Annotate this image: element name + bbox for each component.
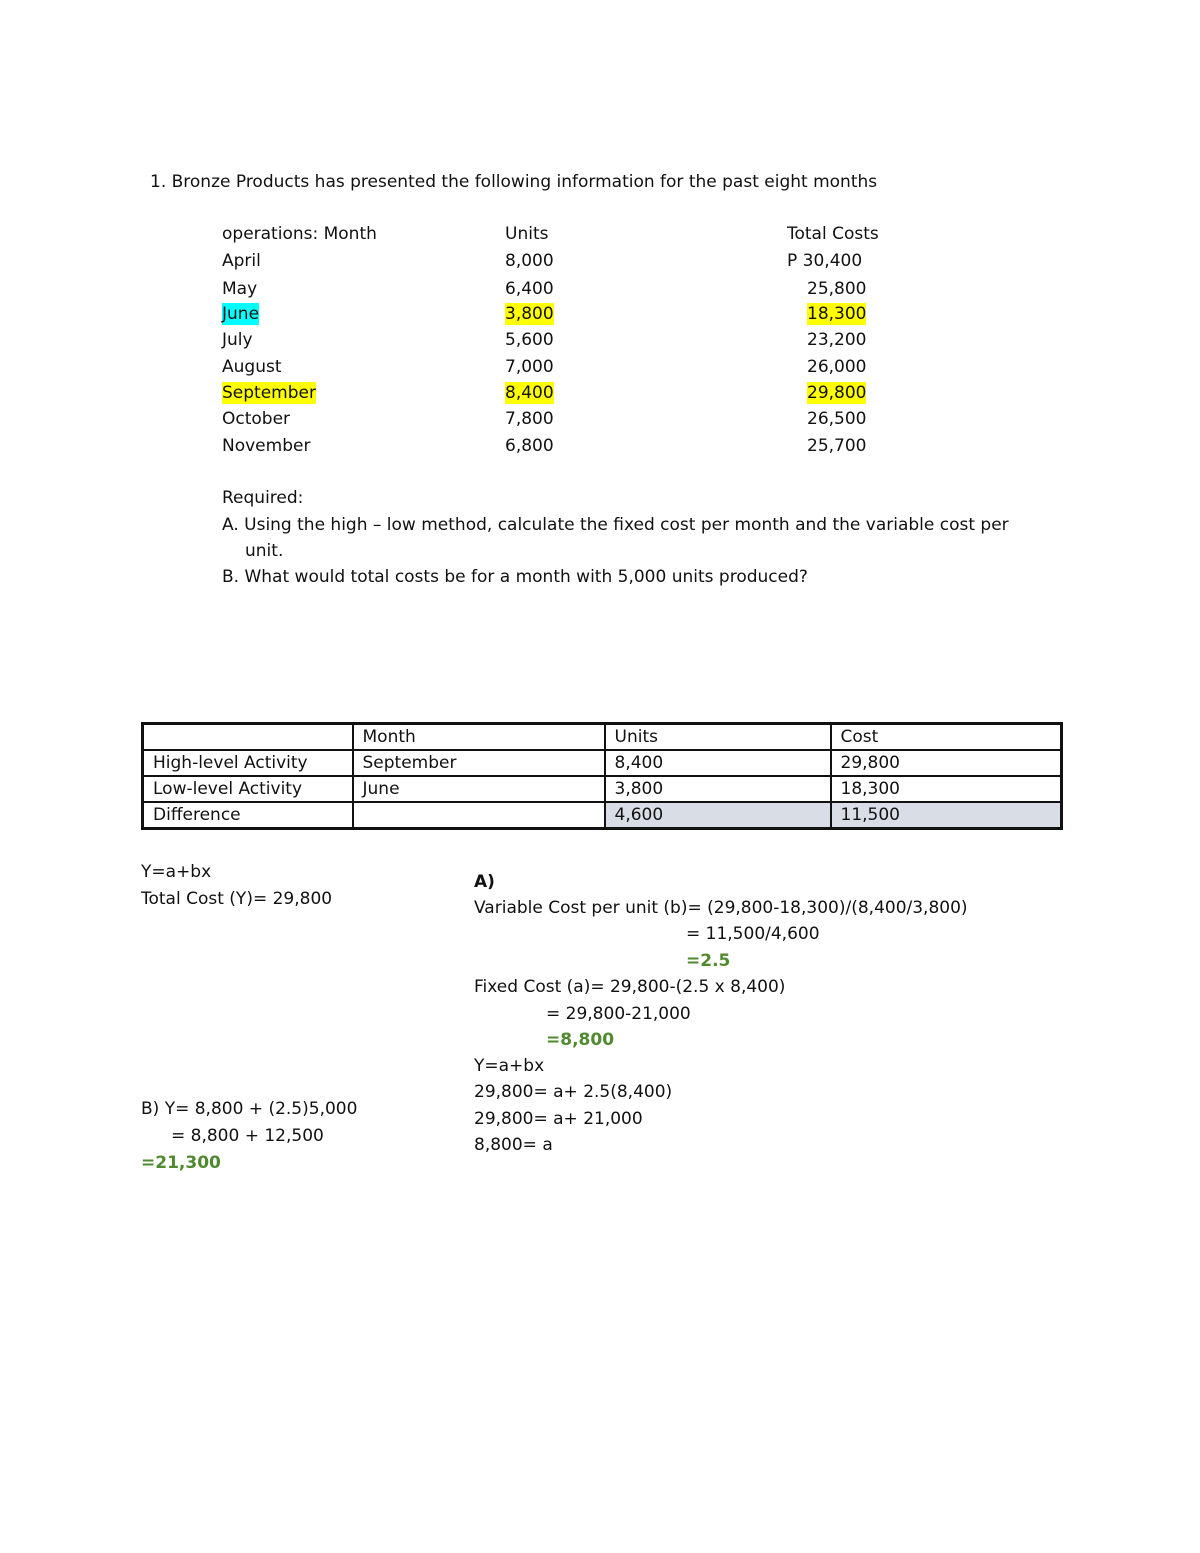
table-cell: September	[353, 750, 605, 776]
answer-a-label: A)	[474, 872, 495, 892]
table-cell-difference-units: 4,600	[605, 802, 831, 829]
formula-left: Y=a+bx	[141, 862, 212, 882]
table-row	[143, 776, 1062, 802]
units-october: 7,800	[505, 409, 554, 429]
header-total-costs: Total Costs	[787, 224, 879, 244]
table-cell: 8,400	[605, 750, 831, 776]
units-july: 5,600	[505, 330, 554, 350]
month-april: April	[222, 251, 261, 271]
variable-cost-line1: Variable Cost per unit (b)= (29,800-18,300)/(8,400/3,800)	[474, 898, 968, 918]
cost-may: 25,800	[807, 279, 867, 299]
check-line3: 8,800= a	[474, 1135, 553, 1155]
required-label: Required:	[222, 488, 304, 508]
units-august: 7,000	[505, 357, 554, 377]
fixed-cost-line2: = 29,800-21,000	[546, 1004, 691, 1024]
table-cell: June	[353, 776, 605, 802]
month-september: September	[222, 383, 316, 403]
table-row	[143, 750, 1062, 776]
units-november: 6,800	[505, 436, 554, 456]
check-line2: 29,800= a+ 21,000	[474, 1109, 643, 1129]
requirement-b: B. What would total costs be for a month with 5,000 units produced?	[222, 567, 808, 587]
variable-cost-answer: =2.5	[686, 951, 731, 971]
table-row	[143, 802, 1062, 829]
cost-august: 26,000	[807, 357, 867, 377]
header-month: operations: Month	[222, 224, 377, 244]
table-cell: Low-level Activity	[143, 776, 353, 802]
cost-june: 18,300	[807, 304, 867, 324]
table-cell	[353, 802, 605, 829]
check-formula: Y=a+bx	[474, 1056, 545, 1076]
answer-b-line1: B) Y= 8,800 + (2.5)5,000	[141, 1099, 358, 1119]
answer-b-line2: = 8,800 + 12,500	[171, 1126, 324, 1146]
cost-september: 29,800	[807, 383, 867, 403]
answer-b-result: =21,300	[141, 1153, 221, 1173]
table-cell-difference-cost: 11,500	[831, 802, 1062, 829]
fixed-cost-line1: Fixed Cost (a)= 29,800-(2.5 x 8,400)	[474, 977, 786, 997]
requirement-a-line2: unit.	[245, 541, 284, 561]
table-cell: 18,300	[831, 776, 1062, 802]
units-june: 3,800	[505, 304, 554, 324]
header-units: Units	[505, 224, 549, 244]
cost-october: 26,500	[807, 409, 867, 429]
variable-cost-line2: = 11,500/4,600	[686, 924, 820, 944]
month-august: August	[222, 357, 282, 377]
question-intro: 1. Bronze Products has presented the following information for the past eight months	[150, 172, 878, 192]
requirement-a-line1: A. Using the high – low method, calculate the fixed cost per month and the variable cost per	[222, 515, 1009, 535]
table-header-cost: Cost	[831, 724, 1062, 751]
table-header-units: Units	[605, 724, 831, 751]
month-october: October	[222, 409, 291, 429]
table-cell: 29,800	[831, 750, 1062, 776]
units-may: 6,400	[505, 279, 554, 299]
cost-july: 23,200	[807, 330, 867, 350]
cost-november: 25,700	[807, 436, 867, 456]
fixed-cost-answer: =8,800	[546, 1030, 615, 1050]
table-cell: Difference	[143, 802, 353, 829]
table-header-month: Month	[353, 724, 605, 751]
table-header-row	[143, 724, 1062, 751]
month-june: June	[222, 304, 260, 324]
table-cell	[143, 724, 353, 751]
total-cost-line: Total Cost (Y)= 29,800	[141, 889, 333, 909]
high-low-table	[141, 722, 1063, 830]
month-july: July	[222, 330, 253, 350]
units-september: 8,400	[505, 383, 554, 403]
table-cell: High-level Activity	[143, 750, 353, 776]
table-cell: 3,800	[605, 776, 831, 802]
units-april: 8,000	[505, 251, 554, 271]
check-line1: 29,800= a+ 2.5(8,400)	[474, 1082, 673, 1102]
month-may: May	[222, 279, 258, 299]
cost-april: P 30,400	[787, 251, 863, 271]
month-november: November	[222, 436, 311, 456]
